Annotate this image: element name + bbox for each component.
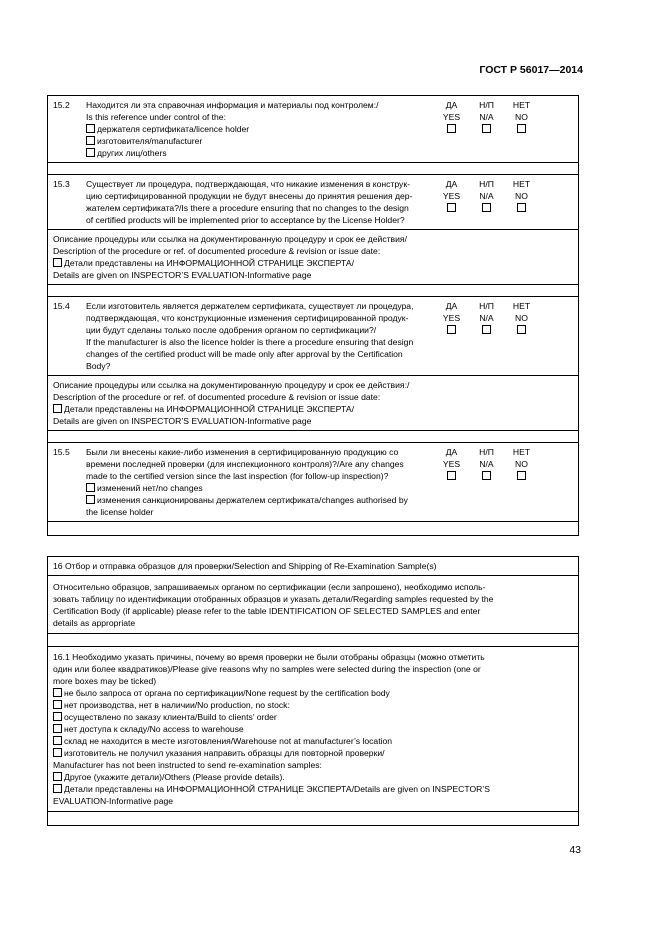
question-number: 15.4 [53, 301, 70, 311]
spacer-row [48, 163, 578, 175]
description-line: Details are given on INSPECTOR’S EVALUATION-Informative page [53, 416, 312, 426]
yes-label-en: YES [442, 459, 461, 469]
question-line: 16.1 Необходимо указать причины, почему во время проверки не были отобраны образцы (можно отметить [53, 652, 485, 662]
reason-clients-order[interactable]: осуществлено по заказу клиента/Build to clients’ order [53, 711, 573, 723]
question-15-3 [48, 175, 578, 230]
description-line: Description of the procedure or ref. of documented procedure & revision or issue date: [53, 246, 381, 256]
question-line: ции будут сделаны только после одобрения органом по сертификации?/ [86, 325, 377, 335]
description-line: Description of the procedure or ref. of documented procedure & revision or issue date: [53, 392, 381, 402]
checkbox[interactable] [53, 258, 62, 267]
na-label-ru: Н/П [479, 447, 494, 457]
document-header: ГОСТ Р 56017—2014 [479, 64, 583, 76]
na-label-ru: Н/П [479, 301, 494, 311]
question-line: Были ли внесены какие-либо изменения в сертифицированную продукцию со [86, 447, 399, 457]
checkbox[interactable] [86, 483, 95, 492]
section-16-title: 16 Отбор и отправка образцов для проверки/Selection and Shipping of Re-Examination Sample(s) [48, 557, 578, 576]
checkbox[interactable] [86, 136, 95, 145]
checkbox[interactable] [53, 700, 62, 709]
question-text-ru: Находится ли эта справочная информация и материалы под контролем:/ [86, 100, 379, 110]
reason-continuation: EVALUATION-Informative page [53, 796, 174, 806]
reason-no-production[interactable]: нет производства, нет в наличии/No production, no stock: [53, 699, 573, 711]
question-line: времени последней проверки (для инспекционного контроля)?/Are any changes [86, 459, 404, 469]
question-number: 15.3 [53, 179, 70, 189]
question-line: of certified products will be implemented prior to acceptance by the License Holder? [86, 215, 405, 225]
paragraph-line: details as appropriate [53, 618, 136, 628]
question-line: жателем сертификата?/Is there a procedure ensuring that no changes to the design [86, 203, 409, 213]
section-16-table [47, 556, 579, 826]
procedure-description-2 [48, 376, 578, 431]
question-line: один или более квадратиков)/Please give reasons why no samples were selected during the inspection (one or [53, 664, 481, 674]
na-label-en: N/A [479, 459, 494, 469]
details-option[interactable]: Детали представлены на ИНФОРМАЦИОННОЙ СТРАНИЦЕ ЭКСПЕРТА/ [53, 257, 573, 269]
checkbox[interactable] [53, 404, 62, 413]
na-label-en: N/A [479, 313, 494, 323]
option-changes-authorised-cont: the license holder [86, 507, 154, 517]
reason-continuation: Manufacturer has not been instructed to send re-examination samples: [53, 760, 322, 770]
option-licence-holder[interactable]: держателя сертификата/licence holder [86, 123, 429, 135]
na-label-ru: Н/П [479, 100, 494, 110]
answer-options [434, 99, 539, 159]
yes-label-en: YES [442, 313, 461, 323]
no-label-en: NO [515, 459, 528, 469]
answer-options [434, 300, 539, 372]
no-label-ru: НЕТ [512, 179, 531, 189]
checkbox[interactable] [53, 712, 62, 721]
no-label-ru: НЕТ [512, 447, 531, 457]
question-15-5 [48, 443, 578, 522]
description-line: Описание процедуры или ссылка на документированную процедуру и срок ее действия/ [53, 234, 407, 244]
page-number: 43 [569, 844, 581, 856]
details-option[interactable]: Детали представлены на ИНФОРМАЦИОННОЙ СТРАНИЦЕ ЭКСПЕРТА/ [53, 403, 573, 415]
paragraph-line: зовать таблицу по идентификации отобранных образцов и указать детали/Regarding samples requested by the [53, 594, 494, 604]
checkbox[interactable] [53, 688, 62, 697]
option-others[interactable]: других лиц/others [86, 147, 429, 159]
yes-label-ru: ДА [445, 100, 458, 110]
no-label-ru: НЕТ [512, 301, 531, 311]
section-15-table [47, 95, 579, 536]
no-checkbox[interactable] [517, 325, 526, 334]
no-label-en: NO [515, 191, 528, 201]
na-checkbox[interactable] [482, 325, 491, 334]
question-line: made to the certified version since the last inspection (for follow-up inspection)? [86, 471, 389, 481]
checkbox[interactable] [53, 772, 62, 781]
paragraph-line: Certification Body (if applicable) please refer to the table IDENTIFICATION OF SELECTED SAMPLES and enter [53, 606, 481, 616]
no-checkbox[interactable] [517, 124, 526, 133]
checkbox[interactable] [86, 124, 95, 133]
answer-options [434, 178, 539, 226]
checkbox[interactable] [53, 784, 62, 793]
question-line: подтверждающая, что конструкционные изменения сертифицированной продук- [86, 313, 409, 323]
no-checkbox[interactable] [517, 203, 526, 212]
yes-label-ru: ДА [445, 179, 458, 189]
yes-label-en: YES [442, 191, 461, 201]
procedure-description-1 [48, 230, 578, 285]
no-label-en: NO [515, 112, 528, 122]
question-line: If the manufacturer is also the licence holder is there a procedure ensuring that design [86, 337, 414, 347]
no-checkbox[interactable] [517, 471, 526, 480]
checkbox[interactable] [53, 748, 62, 757]
question-16-1 [48, 647, 578, 812]
question-line: more boxes may be ticked) [53, 676, 157, 686]
no-label-ru: НЕТ [512, 100, 531, 110]
description-line: Details are given on INSPECTOR’S EVALUATION-Informative page [53, 270, 312, 280]
yes-label-ru: ДА [445, 301, 458, 311]
reason-warehouse-location[interactable]: склад не находится в месте изготовления/Warehouse not at manufacturer’s location [53, 735, 573, 747]
checkbox[interactable] [86, 148, 95, 157]
checkbox[interactable] [53, 724, 62, 733]
option-changes-authorised[interactable]: изменения санкционированы держателем сертификата/changes authorised by [86, 494, 429, 506]
spacer-row [48, 812, 578, 825]
na-label-ru: Н/П [479, 179, 494, 189]
samples-paragraph [48, 576, 578, 634]
question-line: changes of the certified product will be made only after approval by the Certification [86, 349, 403, 359]
yes-checkbox[interactable] [447, 325, 456, 334]
spacer-row [48, 285, 578, 297]
reason-no-request[interactable]: не было запроса от органа по сертификации/None request by the certification body [53, 687, 573, 699]
yes-label-en: YES [442, 112, 461, 122]
spacer-row [48, 522, 578, 535]
reason-not-instructed[interactable]: изготовитель не получил указания направить образцы для повторной проверки/ [53, 747, 573, 759]
question-line: Существует ли процедура, подтверждающая, что никакие изменения в конструк- [86, 179, 410, 189]
answer-options [434, 446, 539, 518]
checkbox[interactable] [53, 736, 62, 745]
na-label-en: N/A [479, 191, 494, 201]
na-checkbox[interactable] [482, 471, 491, 480]
reason-others[interactable]: Другое (укажите детали)/Others (Please provide details). [53, 771, 573, 783]
reason-details-given[interactable]: Детали представлены на ИНФОРМАЦИОННОЙ СТРАНИЦЕ ЭКСПЕРТА/Details are given on INSPECTOR’S [53, 783, 573, 795]
yes-label-ru: ДА [445, 447, 458, 457]
question-line: Если изготовитель является держателем сертификата, существует ли процедура, [86, 301, 414, 311]
question-line: цию сертифицированной продукции не будут внесены до принятия решения дер- [86, 191, 413, 201]
question-number: 15.5 [53, 447, 70, 457]
yes-checkbox[interactable] [447, 203, 456, 212]
checkbox[interactable] [86, 495, 95, 504]
no-label-en: NO [515, 313, 528, 323]
reason-no-access[interactable]: нет доступа к складу/No access to warehouse [53, 723, 573, 735]
yes-checkbox[interactable] [447, 471, 456, 480]
question-text-en: Is this reference under control of the: [86, 112, 226, 122]
na-label-en: N/A [479, 112, 494, 122]
question-15-4 [48, 297, 578, 376]
na-checkbox[interactable] [482, 124, 491, 133]
spacer-row [48, 431, 578, 443]
description-line: Описание процедуры или ссылка на документированную процедуру и срок ее действия:/ [53, 380, 410, 390]
spacer-row [48, 634, 578, 647]
question-15-2 [48, 96, 578, 163]
question-number: 15.2 [53, 100, 70, 110]
na-checkbox[interactable] [482, 203, 491, 212]
option-manufacturer[interactable]: изготовителя/manufacturer [86, 135, 429, 147]
yes-checkbox[interactable] [447, 124, 456, 133]
option-no-changes[interactable]: изменений нет/no changes [86, 482, 429, 494]
question-line: Body? [86, 361, 111, 371]
paragraph-line: Относительно образцов, запрашиваемых органом по сертификации (если запрошено), необходимо исполь- [53, 582, 486, 592]
